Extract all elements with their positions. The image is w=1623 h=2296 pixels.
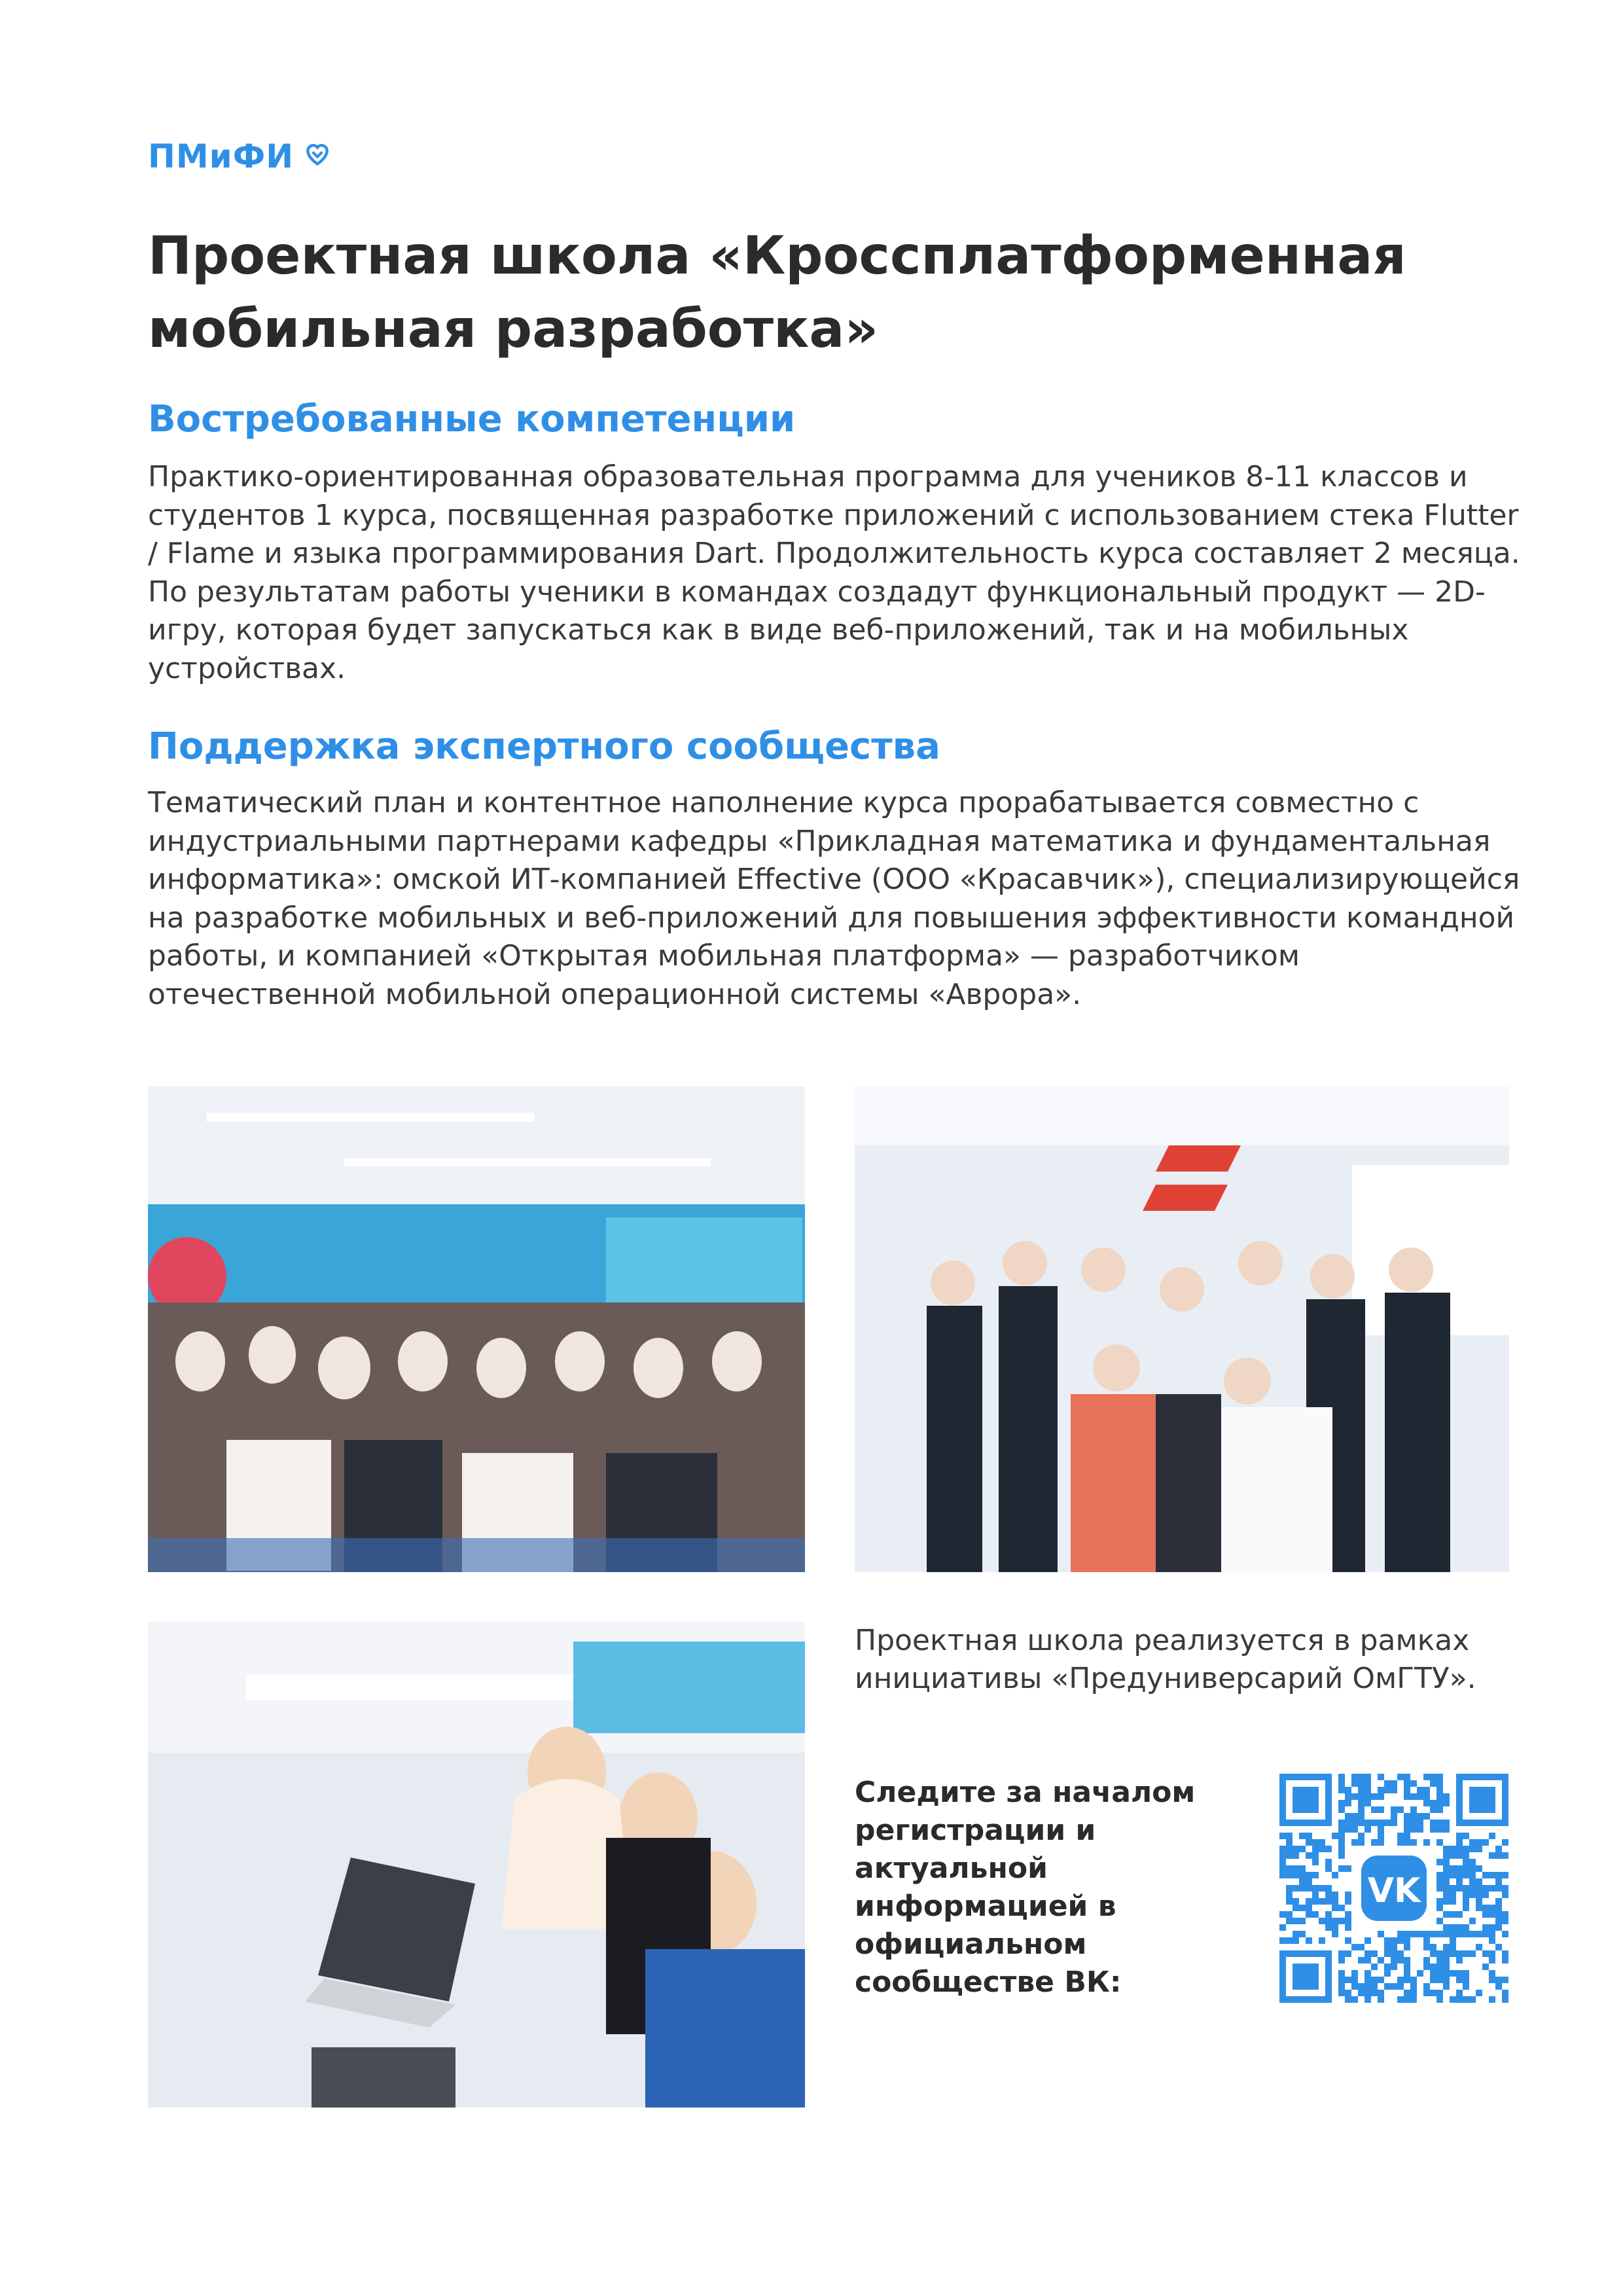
brand-logo — [148, 137, 332, 175]
section-heading-competencies: Востребованные компетенции — [148, 398, 796, 440]
heart-outline-icon — [303, 137, 332, 175]
lecture-hall-photo — [148, 1086, 805, 1572]
svg-text:VK: VK — [1367, 1871, 1421, 1910]
page-title: Проектная школа «Кроссплатформенная мобильная разработка» — [148, 225, 1406, 359]
section-text-support: Тематический план и контентное наполнение курса прорабатывается совместно с индустриальными партнерами кафедры «Прикладная математика и фундаментальная информатика»: омской ИТ-компанией Effective (ООО «Красавчик»), специализирующейся на разработке мобильных и веб-приложений для повышения эффективности командной работы, и компанией «Открытая мобильная платформа» — разработчиком отечественной мобильной операционной системы «Аврора». — [148, 786, 1520, 1011]
section-text-competencies: Практико-ориентированная образовательная программа для учеников 8-11 классов и студентов 1 курса, посвященная разработке приложений с использованием стека Flutter / Flame и языка программирования Dart. Продолжительность курса составляет 2 месяца. По результатам работы ученики в командах создадут функциональный продукт — 2D-игру, которая будет запускаться как в виде веб-приложений, так и на мобильных устройствах. — [148, 460, 1520, 685]
vk-qr-code[interactable] — [1279, 1774, 1508, 2003]
section-heading-support: Поддержка экспертного сообщества — [148, 725, 940, 768]
vk-logo-icon — [1361, 1856, 1427, 1921]
initiative-caption: Проектная школа реализуется в рамках инициативы «Предуниверсарий ОмГТУ». — [855, 1624, 1476, 1695]
follow-vk-text: Следите за началом регистрации и актуальной информацией в официальном сообществе ВК: — [855, 1776, 1196, 1999]
students-laptop-photo — [148, 1622, 805, 2108]
brand-name: ПМиФИ — [148, 137, 294, 175]
group-photo — [855, 1086, 1509, 1572]
